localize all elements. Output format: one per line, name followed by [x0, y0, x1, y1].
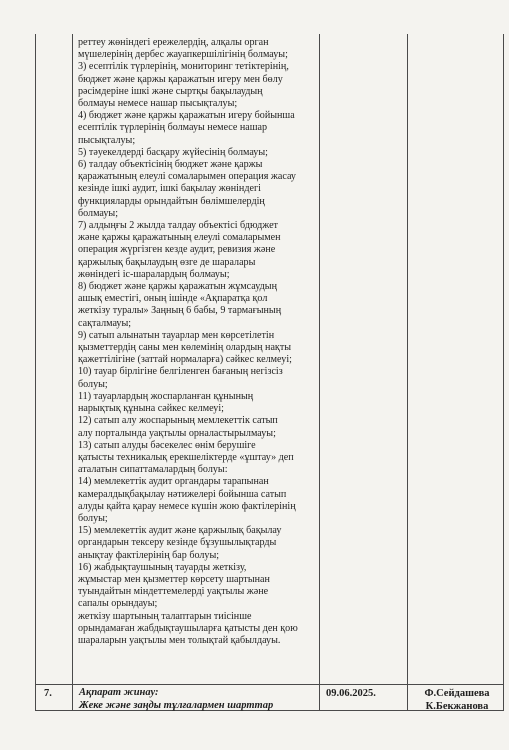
text-line: 16) жабдықтаушының тауарды жеткізу,: [78, 561, 247, 573]
text-line: сақталмауы;: [78, 317, 132, 329]
text-line: болмауы немесе нашар пысықталуы;: [78, 98, 238, 110]
text-line: болмауы;: [78, 207, 119, 219]
row-responsible: [412, 687, 502, 713]
text-line: қажеттілігіне (заттай нормаларға) сәйкес келмеуі;: [78, 354, 292, 366]
row-title: [79, 686, 315, 712]
text-line: алуды қайта қарау немесе күшін жою фактілерінің: [78, 500, 296, 512]
text-line: қаржылық бақылаудың өзге де шаралары: [78, 256, 256, 268]
row-title-line2: Жеке және заңды тұлғалармен шарттар: [79, 700, 274, 711]
text-line: жұмыстар мен қызметтер көрсету шартынан: [78, 573, 270, 585]
row-date: 09.06.2025.: [326, 688, 376, 699]
table-border-right: [503, 34, 504, 711]
responsible-person-2: К.Бекжанова: [425, 701, 489, 712]
row-title-line1: Ақпарат жинау:: [79, 687, 159, 698]
text-line: операция жүргізген кезде аудит, ревизия және: [78, 244, 276, 256]
risk-factors-cell: [78, 37, 314, 647]
responsible-person-1: Ф.Сейдашева: [424, 688, 490, 699]
text-line: 5) тәуекелдерді басқару жүйесінің болмауы;: [78, 146, 268, 158]
text-line: қызметтердің саны мен көлемінің олардың нақты: [78, 342, 292, 354]
text-line: реттеу жөніндегі ережелердің, алқалы орган: [78, 37, 269, 48]
text-line: 3) есептілік түрлерінің, мониторинг тетіктерінің,: [78, 61, 289, 73]
text-line: жөніндегі іс-шаралардың болмауы;: [78, 268, 230, 280]
text-line: ашық еместігі, оның ішінде «Ақпаратқа қол: [78, 293, 268, 305]
text-line: қатысты техникалық ерекшеліктерде «ұштау» деп: [78, 451, 294, 463]
text-line: 15) мемлекеттік аудит және қаржылық бақылау: [78, 525, 282, 537]
text-line: қаражатының елеулі сомаларымен операция жасау: [78, 171, 296, 183]
text-line: болуы;: [78, 512, 108, 524]
text-line: камералдықбақылау нәтижелері бойынша сатып: [78, 488, 287, 500]
text-line: жеткізу туралы» Заңның 6 бабы, 9 тармағының: [78, 305, 282, 317]
table-border-col2: [72, 34, 73, 711]
text-line: 14) мемлекеттік аудит органдары тарапынан: [78, 476, 269, 488]
row-separator: [35, 684, 503, 685]
text-line: шараларын уақтылы мен толықтай қабылдауы.: [78, 634, 281, 646]
text-line: нарықтық құнына сәйкес келмеуі;: [78, 403, 224, 415]
text-line: мүшелерінің дербес жауапкершілігінің болмауы;: [78, 49, 288, 61]
text-line: рәсімдеріне ішкі және сыртқы бақылаудың: [78, 85, 263, 97]
table-border-col4: [407, 34, 408, 711]
table-border-left: [35, 34, 36, 711]
text-line: 8) бюджет және қаржы қаражатын жұмсаудың: [78, 281, 277, 293]
text-line: 12) сатып алу жоспарының мемлекеттік сатып: [78, 415, 278, 427]
text-line: алу порталында уақтылы орналастырылмауы;: [78, 427, 276, 439]
table-border-col3: [319, 34, 320, 711]
row-number: 7.: [44, 688, 52, 699]
text-line: анықтау фактілерінің бар болуы;: [78, 549, 220, 561]
text-line: 13) сатып алуды бәсекелес өнім берушіге: [78, 439, 256, 451]
text-line: 7) алдыңғы 2 жылда талдау объектісі бдюджет: [78, 220, 278, 232]
text-line: 11) тауарлардың жоспарланған құнының: [78, 390, 254, 402]
text-line: 10) тауар бірлігіне белгіленген бағаның негізсіз: [78, 366, 283, 378]
text-line: және қаржы қаражатының елеулі сомаларымен: [78, 232, 281, 244]
text-line: орындамаған жабдықтаушыларға қатысты ден қою: [78, 622, 298, 634]
text-line: 9) сатып алынатын тауарлар мен көрсетілетін: [78, 329, 275, 341]
text-line: 6) талдау объектісінің бюджет және қаржы: [78, 159, 263, 171]
text-line: пысықталуы;: [78, 134, 136, 146]
text-line: органдарын тексеру кезінде бұзушылықтарды: [78, 537, 277, 549]
text-line: есептілік түрлерінің болмауы немесе нашар: [78, 122, 268, 134]
text-line: жеткізу шартының талаптарын тиісінше: [78, 610, 252, 622]
text-line: аталатын сипаттамалардың болуы:: [78, 464, 228, 476]
text-line: 4) бюджет және қаржы қаражатын игеру бойынша: [78, 110, 295, 122]
text-line: сапалы орындауы;: [78, 598, 158, 610]
text-line: функцияларды орындайтын бөлімшелердің: [78, 195, 265, 207]
text-line: туындайтын міндеттемелерді уақтылы және: [78, 586, 269, 598]
text-line: кезінде ішкі аудит, ішкі бақылау жөніндегі: [78, 183, 261, 195]
text-line: болуы;: [78, 378, 108, 390]
text-line: бюджет және қаржы қаражатын игеру мен бөлу: [78, 73, 283, 85]
